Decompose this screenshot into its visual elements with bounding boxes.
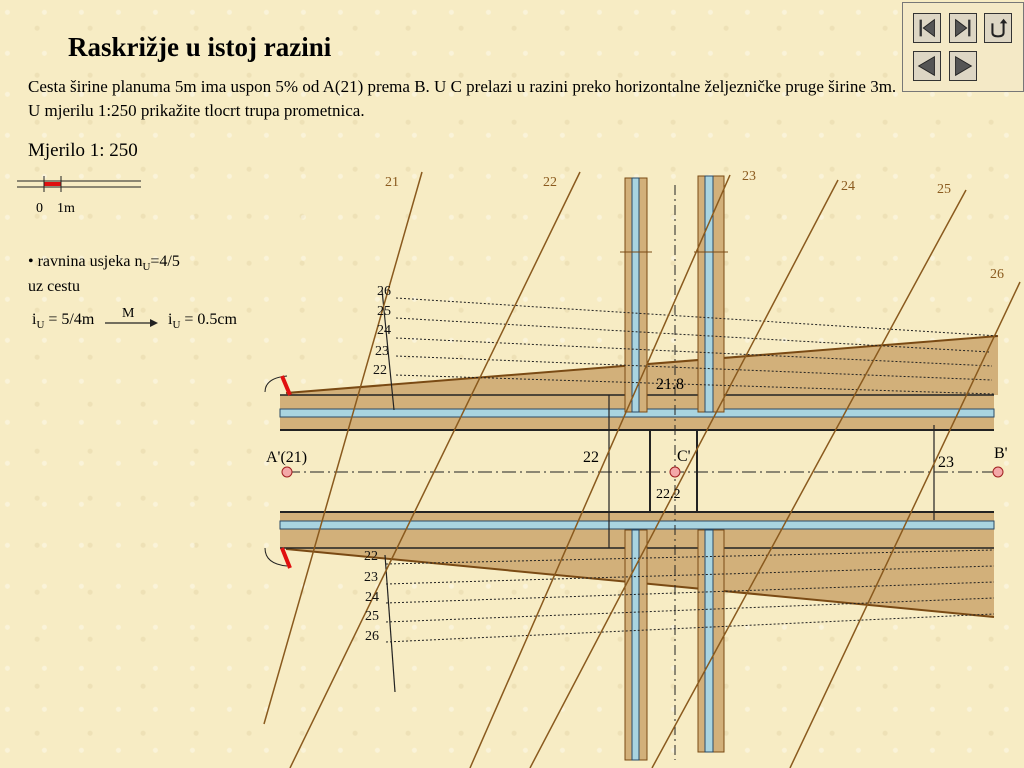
- elevation-21-8: 21.8: [656, 376, 684, 393]
- lower-slope-26: 26: [365, 629, 379, 644]
- point-b: [993, 467, 1003, 477]
- slope-note-post: =4/5: [150, 253, 180, 270]
- label-c: C': [677, 448, 691, 465]
- contour-24: 24: [841, 179, 855, 194]
- scale-label: Mjerilo 1: 250: [28, 140, 138, 161]
- contour-23: 23: [742, 169, 756, 184]
- formula-sub-left: U: [36, 319, 45, 332]
- elevation-22: 22: [583, 449, 599, 466]
- upper-slope-24: 24: [377, 323, 391, 338]
- elevation-22-2: 22.2: [656, 487, 681, 502]
- point-c: [670, 467, 680, 477]
- slope-note-sub: U: [142, 261, 151, 274]
- slope-note-line2: uz cestu: [28, 278, 80, 296]
- formula-i-right: i: [168, 311, 173, 328]
- formula-right-value: = 0.5cm: [180, 311, 237, 328]
- contour-21: 21: [385, 175, 399, 190]
- formula-arrow-label: M: [122, 306, 135, 321]
- task-text: Cesta širine planuma 5m ima uspon 5% od A(21) prema B. U C prelazi u razini preko horizontalne željezničke pruge širine 3m. U mjerilu 1:250 prikažite tlocrt trupa prometnica.: [28, 77, 897, 120]
- upper-slope-22: 22: [373, 363, 387, 378]
- formula-arrow: [105, 319, 158, 327]
- formula-i-left: i: [32, 311, 37, 328]
- formula-left-value: = 5/4m: [44, 311, 95, 328]
- upper-slope-23: 23: [375, 344, 389, 359]
- lower-slope-24: 24: [365, 590, 379, 605]
- slope-note-pre: • ravnina usjeka n: [28, 253, 143, 270]
- slide-title: Raskrižje u istoj razini: [68, 32, 332, 62]
- lower-slope-23: 23: [364, 570, 378, 585]
- formula-sub-right: U: [172, 319, 181, 332]
- scale-one: 1m: [57, 201, 75, 216]
- upper-slope-26: 26: [377, 284, 391, 299]
- contour-26: 26: [990, 267, 1004, 282]
- label-b: B': [994, 445, 1008, 462]
- scale-bar: [17, 176, 141, 216]
- upper-slope-25: 25: [377, 304, 391, 319]
- elevation-23: 23: [938, 454, 954, 471]
- lower-slope-25: 25: [365, 609, 379, 624]
- point-a: [282, 467, 292, 477]
- scale-zero: 0: [36, 201, 43, 216]
- label-a: A'(21): [266, 449, 308, 466]
- contour-22: 22: [543, 175, 557, 190]
- lower-slope-22: 22: [364, 549, 378, 564]
- contour-25: 25: [937, 182, 951, 197]
